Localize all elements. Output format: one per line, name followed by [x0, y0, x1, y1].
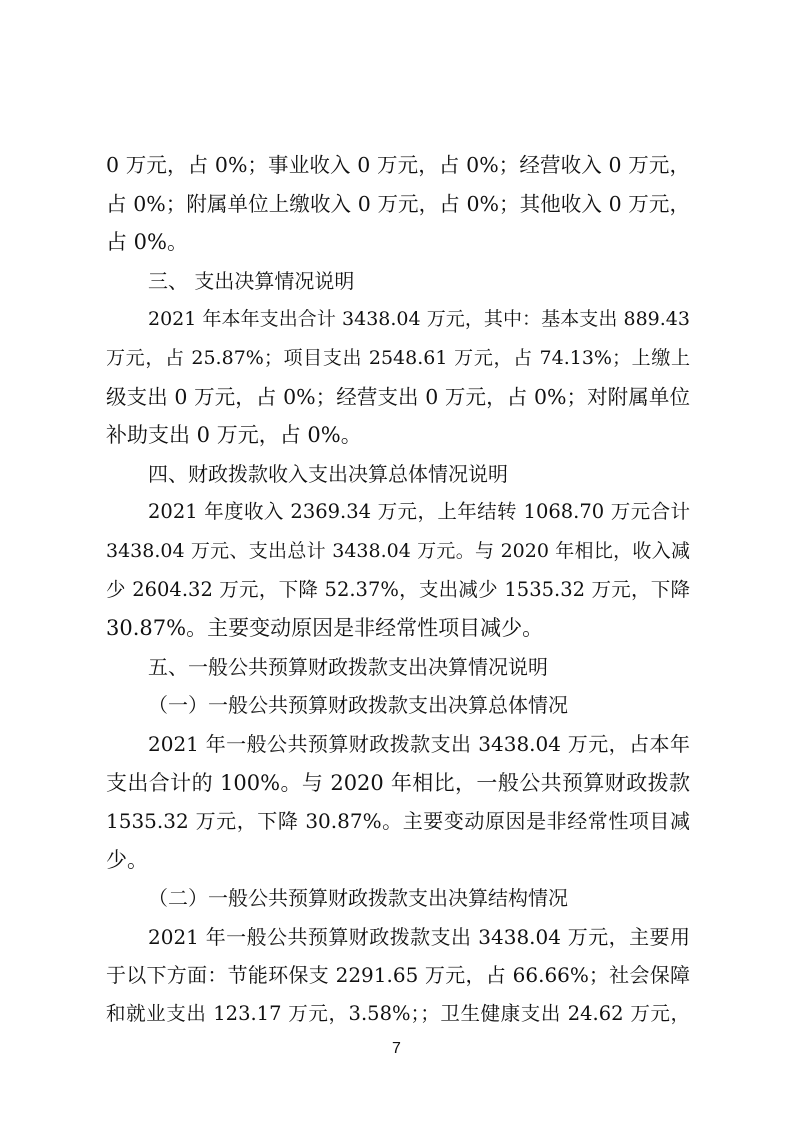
- body-text-line: 0 万元，占 0%；事业收入 0 万元，占 0%；经营收入 0 万元，: [106, 153, 690, 177]
- body-text-line: 占 0%。: [106, 230, 188, 255]
- body-text-line: 3438.04 万元、支出总计 3438.04 万元。与 2020 年相比，收入减: [106, 539, 690, 562]
- body-text-line: 少 2604.32 万元，下降 52.37%，支出减少 1535.32 万元，下降: [106, 577, 690, 601]
- section-heading: 三、 支出决算情况说明: [148, 268, 355, 293]
- page-number: 7: [392, 1040, 401, 1057]
- paragraph-first-line: 2021 年一般公共预算财政拨款支出 3438.04 万元，主要用: [148, 924, 690, 949]
- body-text-line: 和就业支出 123.17 万元，3.58%；；卫生健康支出 24.62 万元，: [106, 1002, 690, 1026]
- body-text-line: 级支出 0 万元，占 0%；经营支出 0 万元，占 0%；对附属单位: [106, 384, 690, 409]
- body-text-line: 30.87%。主要变动原因是非经常性项目减少。: [106, 616, 544, 641]
- body-text-line: 占 0%；附属单位上缴收入 0 万元，占 0%；其他收入 0 万元，: [106, 191, 690, 216]
- body-text-line: 于以下方面：节能环保支 2291.65 万元，占 66.66%；社会保障: [106, 963, 690, 988]
- body-text-line: 补助支出 0 万元，占 0%。: [106, 423, 362, 448]
- section-heading: 四、财政拨款收入支出决算总体情况说明: [148, 461, 508, 486]
- section-heading: 五、一般公共预算财政拨款支出决算情况说明: [148, 654, 548, 679]
- subsection-heading: （一）一般公共预算财政拨款支出决算总体情况: [148, 693, 568, 718]
- subsection-heading: （二）一般公共预算财政拨款支出决算结构情况: [148, 886, 568, 911]
- paragraph-first-line: 2021 年一般公共预算财政拨款支出 3438.04 万元，占本年: [148, 731, 690, 756]
- body-text-line: 1535.32 万元，下降 30.87%。主要变动原因是非经常性项目减: [106, 809, 690, 834]
- body-text-line: 少。: [106, 847, 148, 872]
- body-text-line: 支出合计的 100%。与 2020 年相比，一般公共预算财政拨款: [106, 770, 690, 795]
- document-body: [106, 146, 690, 1034]
- paragraph-first-line: 2021 年度收入 2369.34 万元，上年结转 1068.70 万元合计: [148, 500, 690, 524]
- paragraph-first-line: 2021 年本年支出合计 3438.04 万元，其中：基本支出 889.43: [148, 308, 690, 331]
- body-text-line: 万元，占 25.87%；项目支出 2548.61 万元，占 74.13%；上缴上: [106, 346, 690, 369]
